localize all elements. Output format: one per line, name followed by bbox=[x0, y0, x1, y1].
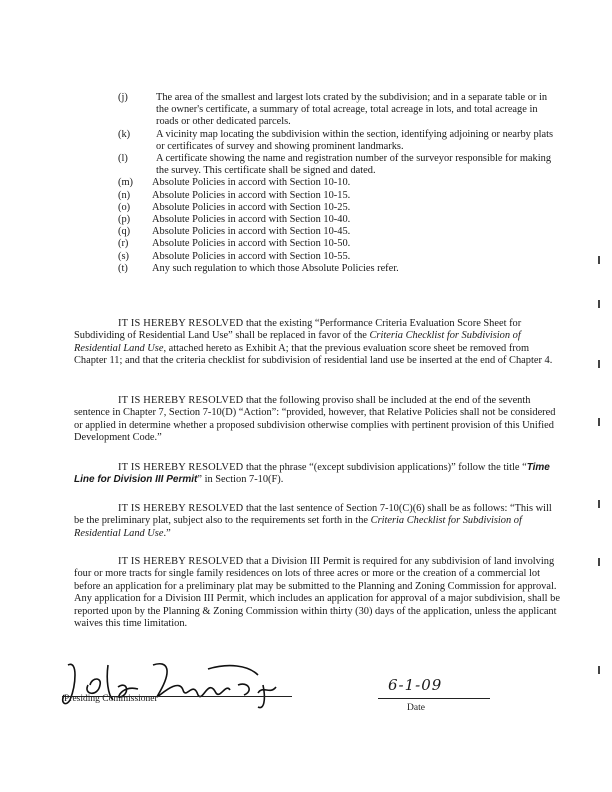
list-item-text: The area of the smallest and largest lots crated by the subdivision; and in a separate table or in the owner's certificate, a summary of total acreage, total acreage in lots, and total acreage in roads or other dedicated parcels. bbox=[156, 92, 548, 128]
list-item-text: Absolute Policies in accord with Section 10-40. bbox=[152, 214, 351, 226]
date-label: Date bbox=[407, 703, 425, 713]
scan-edge-mark bbox=[598, 500, 600, 508]
list-item bbox=[118, 129, 558, 153]
list-item bbox=[118, 238, 558, 250]
list-item-label: (s) bbox=[118, 250, 129, 262]
list-item bbox=[118, 202, 558, 214]
list-item-text: Absolute Policies in accord with Section 10-25. bbox=[152, 201, 351, 213]
list-item bbox=[118, 263, 558, 275]
scan-edge-mark bbox=[598, 256, 600, 264]
list-item-label: (m) bbox=[118, 177, 134, 189]
list-item-label: (r) bbox=[118, 238, 129, 250]
resolution-lead: IT IS HEREBY RESOLVED bbox=[118, 556, 244, 567]
resolution-paragraph-2: IT IS HEREBY RESOLVED that the following proviso shall be included at the end of the seventh sentence in Chapter 7, Section 7-10(D) “Action”: “provided, however, that Relative Policies shall not be considered or applied in determine whether a proposed subdivision otherwise complies with pertinent provision of this Unified Development Code.” bbox=[74, 395, 556, 444]
scan-edge-mark bbox=[598, 360, 600, 368]
scan-edge-mark bbox=[598, 300, 600, 308]
list-item-text: Absolute Policies in accord with Section 10-15. bbox=[152, 189, 351, 201]
list-item bbox=[118, 190, 558, 202]
list-item bbox=[118, 251, 558, 263]
resolution-lead: IT IS HEREBY RESOLVED bbox=[118, 462, 244, 473]
list-item-label: (o) bbox=[118, 201, 131, 213]
list-item-text: A certificate showing the name and registration number of the surveyor responsible for making the survey. This certificate shall be signed and dated. bbox=[156, 153, 552, 177]
list-item bbox=[118, 153, 558, 177]
list-item-label: (q) bbox=[118, 226, 131, 238]
list-item-text: Absolute Policies in accord with Section 10-45. bbox=[152, 226, 351, 238]
list-item-label: (p) bbox=[118, 214, 131, 226]
list-item-label: (t) bbox=[118, 262, 128, 274]
list-item-text: Absolute Policies in accord with Section 10-55. bbox=[152, 250, 351, 262]
resolution-paragraph-1: IT IS HEREBY RESOLVED that the existing “Performance Criteria Evaluation Score Sheet for Subdividing of Residential Land Use” shall be replaced in favor of the Criteria Checklist for Subdivision of Residential Land Use, attached hereto as Exhibit A; that the previous evaluation score sheet be removed from Chapter 11; and that the criteria checklist for subdivision of residential land use be inserted at the end of Chapter 4. bbox=[74, 318, 553, 367]
resolution-paragraph-3: IT IS HEREBY RESOLVED that the phrase “(except subdivision applications)” follow the title “Time Line for Division III Permit” in Section 7-10(F). bbox=[74, 462, 550, 486]
list-item bbox=[118, 177, 558, 189]
list-item-label: (l) bbox=[118, 153, 128, 165]
resolution-lead: IT IS HEREBY RESOLVED bbox=[118, 503, 244, 514]
scan-edge-mark bbox=[598, 558, 600, 566]
date-line bbox=[378, 698, 490, 699]
list-item-text: Absolute Policies in accord with Section 10-10. bbox=[152, 177, 351, 189]
resolution-paragraph-5: IT IS HEREBY RESOLVED that a Division III Permit is required for any subdivision of land involving four or more tracts for single family residences on lots of three acres or more or the creation of a commercial lot before an application for a preliminary plat may be submitted to the Planning and Zoning Commission for approval. Any application for a Division III Permit, which includes an application for approval of a major subdivision, shall be reported upon by the Planning & Zoning Commission within thirty (30) days of the application, unless the applicant waives this time limitation. bbox=[74, 556, 560, 630]
resolution-paragraph-4: IT IS HEREBY RESOLVED that the last sentence of Section 7-10(C)(6) shall be as follows: “This will be the preliminary plat, subject also to the requirements set forth in the Criteria Checklist for Subdivision of Residential Land Use.” bbox=[74, 503, 552, 539]
list-item-label: (j) bbox=[118, 92, 128, 103]
requirements-list bbox=[118, 92, 558, 275]
list-item bbox=[118, 226, 558, 238]
scan-edge-mark bbox=[598, 418, 600, 426]
list-item-text: Any such regulation to which those Absolute Policies refer. bbox=[152, 262, 399, 274]
list-item-text: A vicinity map locating the subdivision within the section, identifying adjoining or nearby plats or certificates of survey and showing prominent landmarks. bbox=[156, 128, 554, 152]
date-value: 6-1-09 bbox=[388, 676, 443, 694]
list-item bbox=[118, 214, 558, 226]
scan-edge-mark bbox=[598, 666, 600, 674]
resolution-lead: IT IS HEREBY RESOLVED bbox=[118, 318, 244, 329]
list-item-label: (n) bbox=[118, 189, 131, 201]
resolution-lead: IT IS HEREBY RESOLVED bbox=[118, 395, 244, 406]
list-item-text: Absolute Policies in accord with Section 10-50. bbox=[152, 238, 351, 250]
signature-label: Presiding Commissioner bbox=[64, 694, 158, 704]
list-item-label: (k) bbox=[118, 128, 131, 140]
list-item bbox=[118, 92, 558, 129]
